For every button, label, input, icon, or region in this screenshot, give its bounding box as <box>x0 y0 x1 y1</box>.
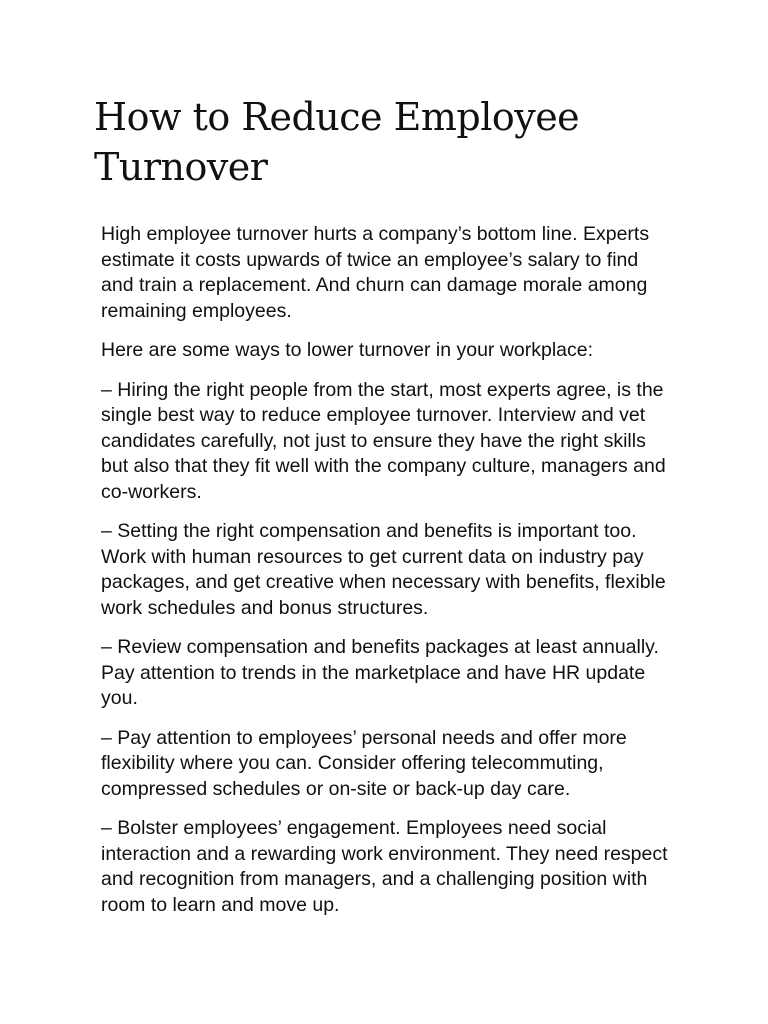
tip-compensation-paragraph: – Setting the right compensation and benefits is important too. Work with human resources to get current data on industry pay packages, and get creative when necessary with benefits, flexible work schedules and bonus structures. <box>101 520 666 619</box>
tip-engagement-paragraph: – Bolster employees’ engagement. Employees need social interaction and a rewarding work environment. They need respect and recognition from managers, and a challenging position with room to learn and move up. <box>101 817 668 916</box>
intro-paragraph: High employee turnover hurts a company’s bottom line. Experts estimate it costs upwards of twice an employee’s salary to find and train a replacement. And churn can damage morale among remaining employees. <box>101 223 650 322</box>
lead-in-paragraph: Here are some ways to lower turnover in your workplace: <box>101 339 594 361</box>
tip-hiring-paragraph: – Hiring the right people from the start, most experts agree, is the single best way to reduce employee turnover. Interview and vet candidates carefully, not just to ensure they have the right skills but also that they fit well with the company culture, managers and co-workers. <box>101 378 666 503</box>
tip-review-paragraph: – Review compensation and benefits packages at least annually. Pay attention to trends in the marketplace and have HR update you. <box>101 636 659 709</box>
document-title: How to Reduce Employee Turnover <box>94 95 580 189</box>
tip-flexibility-paragraph: – Pay attention to employees’ personal needs and offer more flexibility where you can. Consider offering telecommuting, compressed schedules or on-site or back-up day care. <box>101 726 627 800</box>
document-body <box>101 222 676 932</box>
